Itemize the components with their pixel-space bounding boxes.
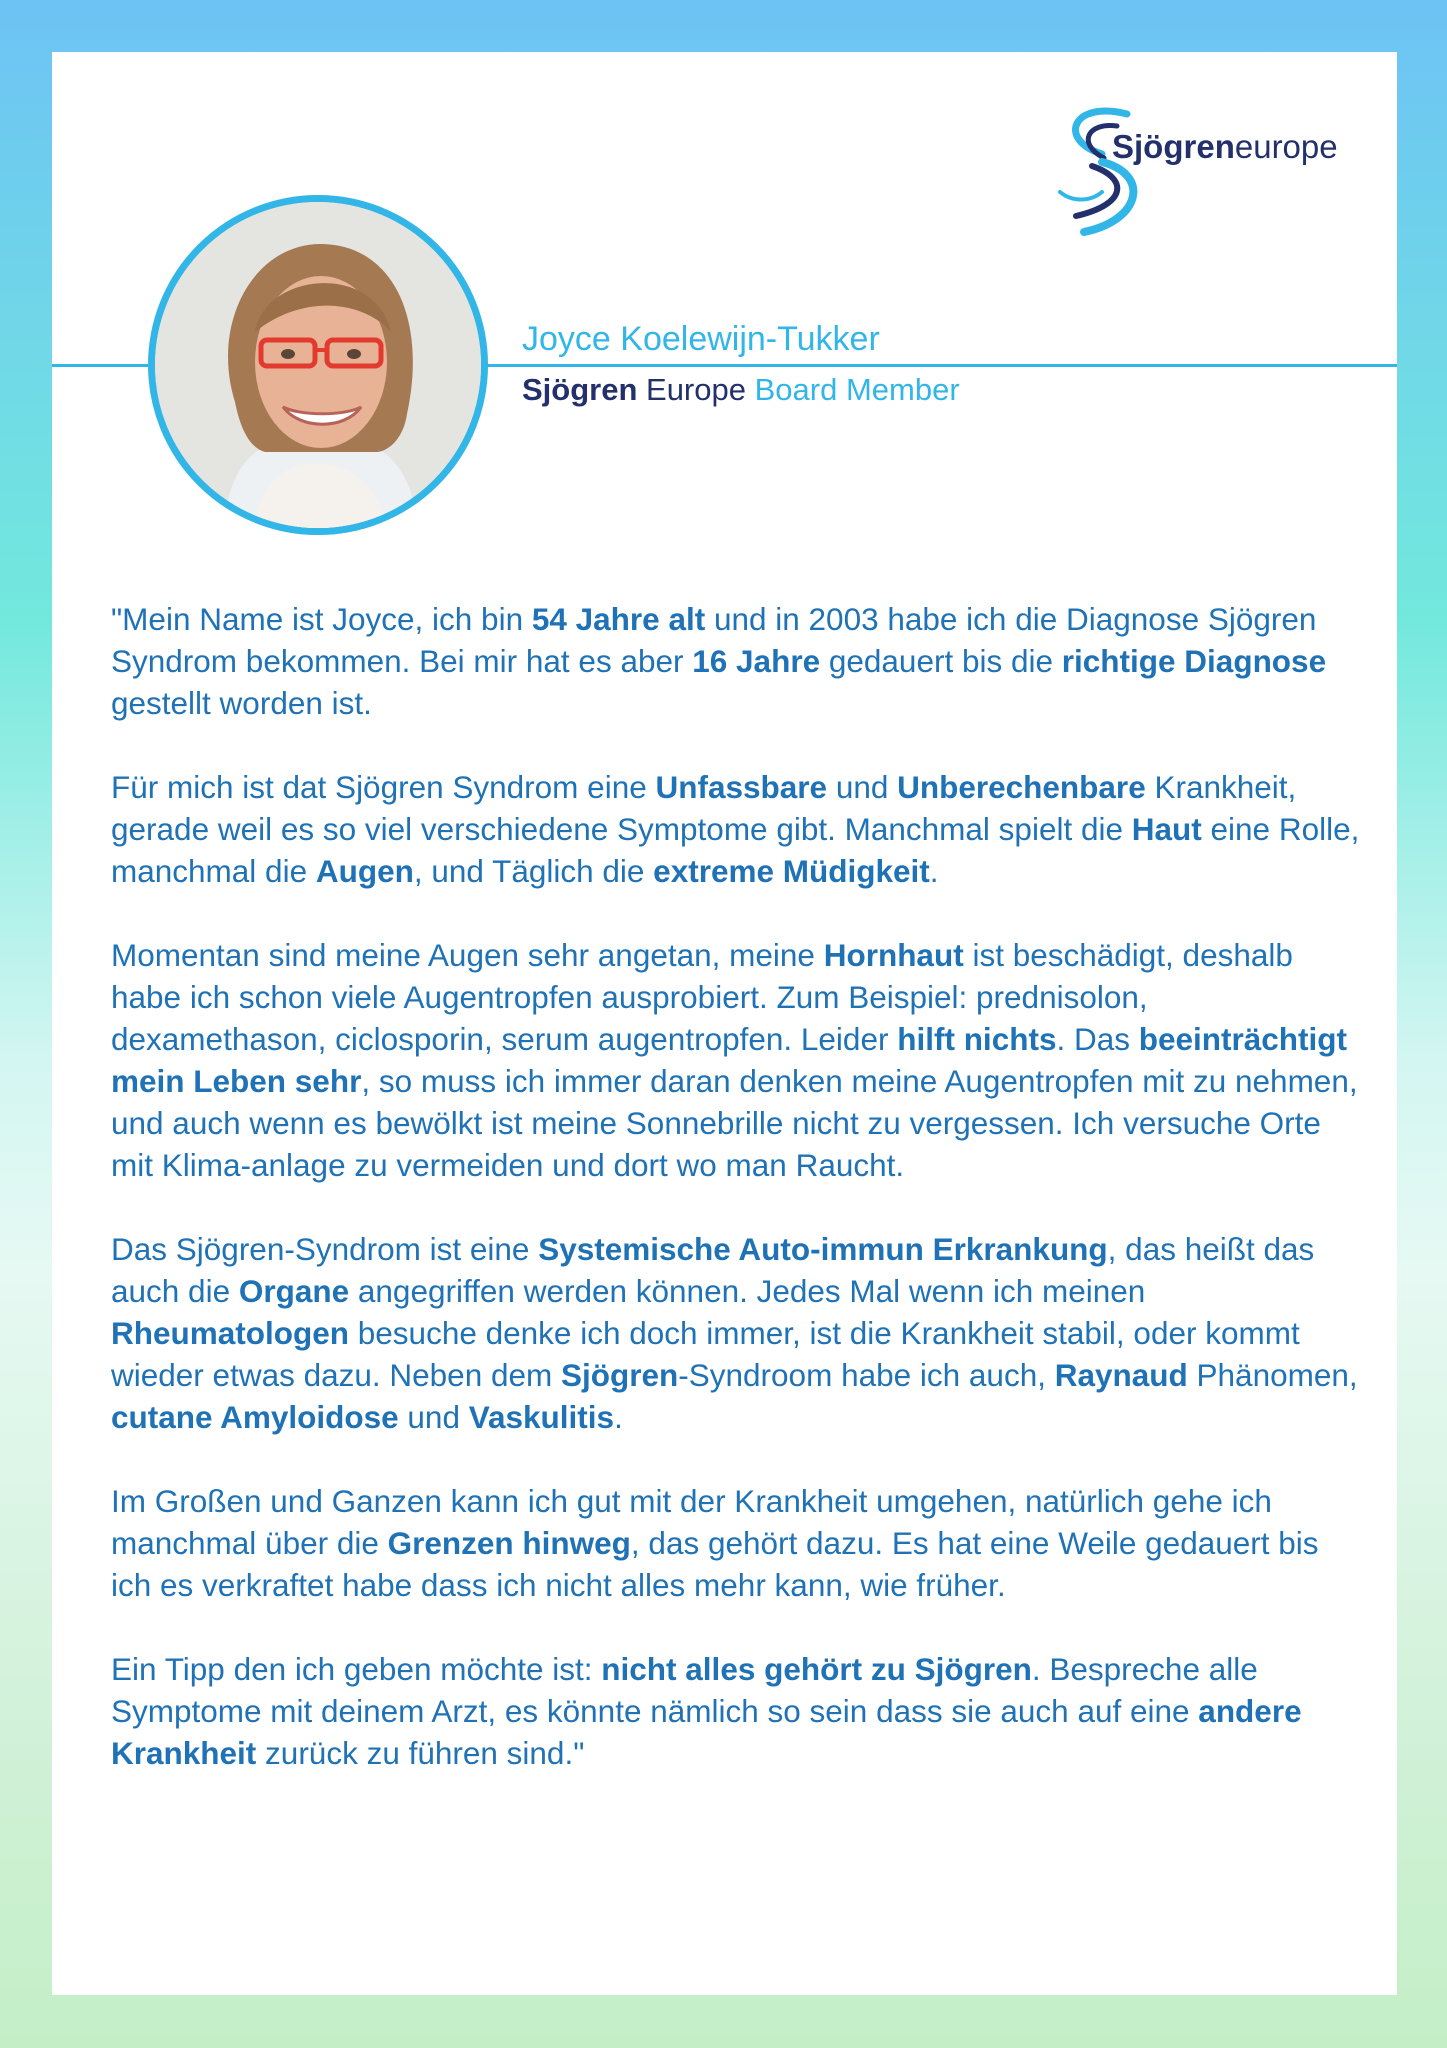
body-text: Phänomen,	[1187, 1357, 1358, 1393]
testimonial-text	[111, 598, 1361, 1816]
emphasis-text: andere Krankheit	[111, 1693, 1302, 1771]
body-text: Für mich ist dat Sjögren Syndrom eine	[111, 769, 656, 805]
emphasis-text: Rheumatologen	[111, 1315, 350, 1351]
person-name: Joyce Koelewijn-Tukker	[522, 320, 880, 358]
body-text: Das Sjögren-Syndrom ist eine	[111, 1231, 539, 1267]
emphasis-text: Sjögren	[561, 1357, 679, 1393]
emphasis-text: nicht alles gehört zu Sjögren	[601, 1651, 1032, 1687]
emphasis-text: Systemische Auto-immun Erkrankung	[538, 1231, 1108, 1267]
emphasis-text: Organe	[238, 1273, 350, 1309]
profile-photo	[148, 195, 488, 535]
body-text: angegriffen werden können. Jedes Mal wenn ich meinen	[349, 1273, 1146, 1309]
emphasis-text: Vaskulitis	[468, 1399, 615, 1435]
paragraph	[111, 1480, 1361, 1606]
body-text: , und Täglich die	[413, 853, 654, 889]
testimonial-card	[52, 52, 1397, 1995]
paragraph	[111, 934, 1361, 1186]
emphasis-text: Augen	[315, 853, 414, 889]
paragraph	[111, 1648, 1361, 1774]
paragraph	[111, 1228, 1361, 1438]
emphasis-text: cutane Amyloidose	[111, 1399, 399, 1435]
logo-swoosh-icon	[1032, 92, 1352, 252]
body-text: Krankheit, gerade weil es so viel verschiedene Symptome gibt. Manchmal spielt die	[111, 769, 1297, 847]
body-text: und in 2003 habe ich die Diagnose Sjögren Syndrom bekommen. Bei mir hat es aber	[111, 601, 1317, 679]
logo-wordmark: Sjögreneurope	[1112, 128, 1338, 165]
emphasis-text: Hornhaut	[823, 937, 964, 973]
body-text: Ein Tipp den ich geben möchte ist:	[111, 1651, 602, 1687]
emphasis-text: Unfassbare	[655, 769, 828, 805]
emphasis-text: Raynaud	[1054, 1357, 1188, 1393]
body-text: -Syndroom habe ich auch,	[678, 1357, 1055, 1393]
emphasis-text: extreme Müdigkeit	[653, 853, 930, 889]
body-text: besuche denke ich doch immer, ist die Krankheit stabil, oder kommt wieder etwas dazu. Neben dem	[111, 1315, 1300, 1393]
body-text: gedauert bis die	[820, 643, 1062, 679]
emphasis-text: 16 Jahre	[692, 643, 821, 679]
body-text: und	[398, 1399, 469, 1435]
emphasis-text: Grenzen hinweg	[387, 1525, 631, 1561]
body-text: gestellt worden ist.	[111, 685, 372, 721]
person-role: Sjögren Europe Board Member	[522, 372, 960, 407]
body-text: Momentan sind meine Augen sehr angetan, meine	[111, 937, 824, 973]
body-text: . Bespreche alle Symptome mit deinem Arzt, es könnte nämlich so sein dass sie auch auf eine	[111, 1651, 1258, 1729]
body-text: ist beschädigt, deshalb habe ich schon viele Augentropfen ausprobiert. Zum Beispiel: prednisolon, dexamethason, ciclosporin, serum augentropfen. Leider	[111, 937, 1293, 1057]
body-text: . Das	[1056, 1021, 1139, 1057]
body-text: eine Rolle, manchmal die	[111, 811, 1360, 889]
emphasis-text: hilft nichts	[897, 1021, 1057, 1057]
body-text: zurück zu führen sind."	[256, 1735, 585, 1771]
sjogren-europe-logo	[1032, 92, 1352, 252]
emphasis-text: beeinträchtigt mein Leben sehr	[111, 1021, 1348, 1099]
body-text: , das gehört dazu. Es hat eine Weile gedauert bis ich es verkraftet habe dass ich nicht alles mehr kann, wie früher.	[111, 1525, 1319, 1603]
body-text: .	[929, 853, 939, 889]
body-text: "Mein Name ist Joyce, ich bin	[111, 601, 532, 637]
portrait-image	[155, 202, 481, 528]
paragraph	[111, 598, 1361, 724]
body-text: und	[827, 769, 898, 805]
paragraph	[111, 766, 1361, 892]
emphasis-text: Unberechenbare	[897, 769, 1146, 805]
emphasis-text: Haut	[1131, 811, 1202, 847]
body-text: , so muss ich immer daran denken meine Augentropfen mit zu nehmen, und auch wenn es bewölkt ist meine Sonnebrille nicht zu vergessen. Ich versuche Orte mit Klima-anlage zu vermeiden und dort wo man Raucht.	[111, 1063, 1358, 1183]
body-text: , das heißt das auch die	[111, 1231, 1315, 1309]
emphasis-text: 54 Jahre alt	[531, 601, 706, 637]
body-text: Im Großen und Ganzen kann ich gut mit der Krankheit umgehen, natürlich gehe ich manchmal über die	[111, 1483, 1272, 1561]
body-text: .	[614, 1399, 623, 1435]
emphasis-text: richtige Diagnose	[1061, 643, 1327, 679]
